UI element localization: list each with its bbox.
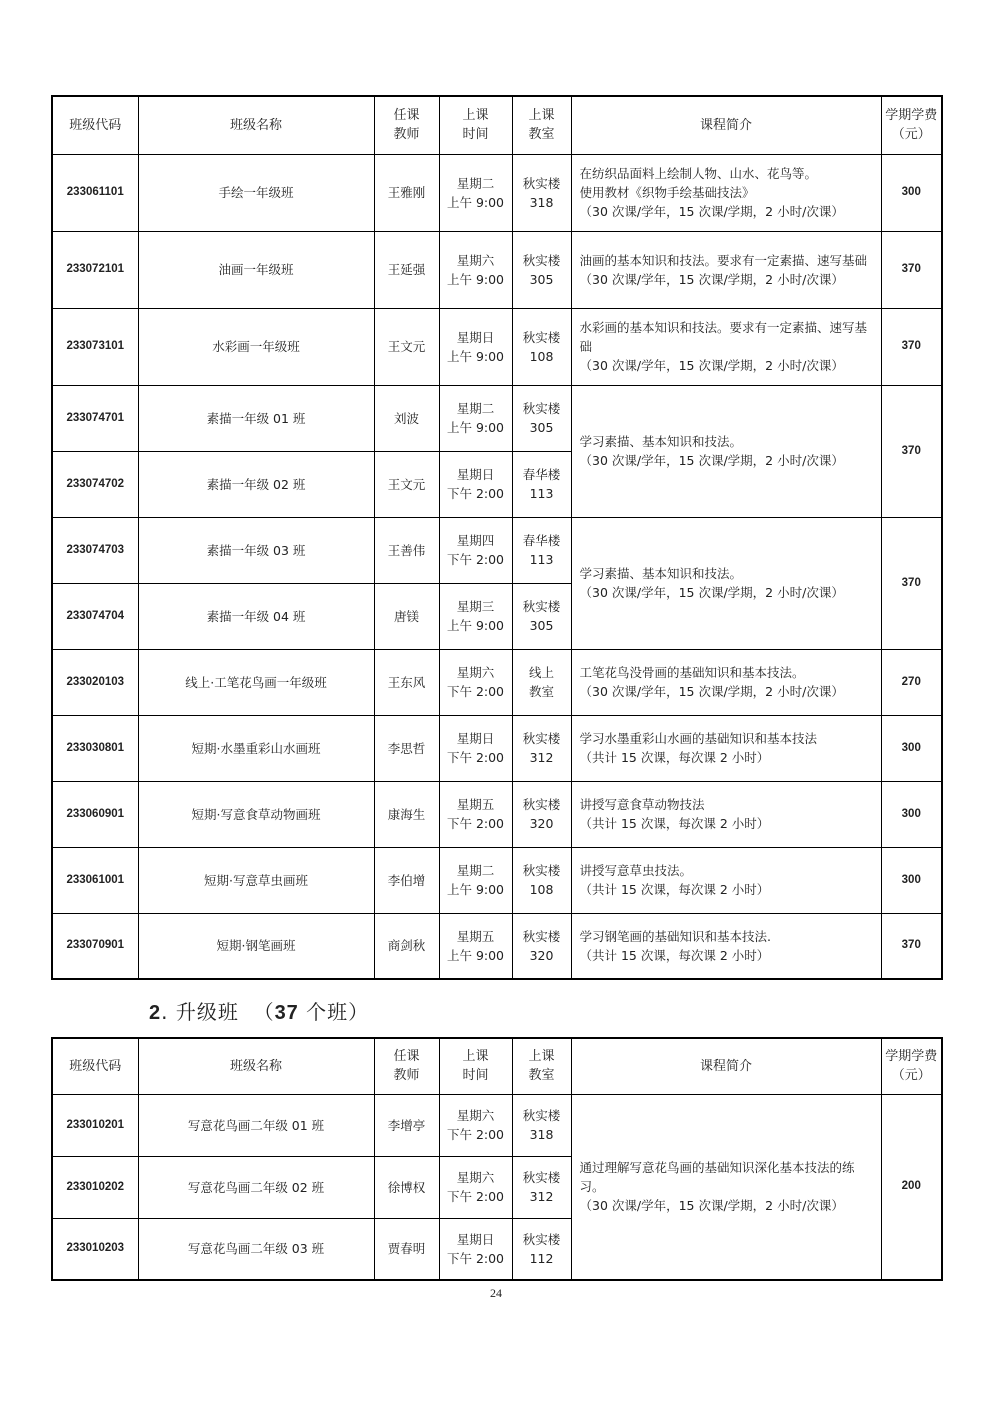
- class-code: 233030801: [52, 715, 138, 781]
- table-row: [52, 715, 942, 781]
- course-intro: 在纺织品面料上绘制人物、山水、花鸟等。 使用教材《织物手绘基础技法》 （30 次课/学年，15 次课/学期，2 小时/次课）: [571, 154, 881, 231]
- class-code: 233070901: [52, 913, 138, 979]
- fee: 370: [881, 308, 942, 385]
- teacher: 王东风: [374, 649, 439, 715]
- fee: 300: [881, 715, 942, 781]
- header-name: 班级名称: [138, 96, 374, 154]
- table-row: [52, 385, 942, 451]
- section-heading: [149, 996, 369, 1025]
- classroom: 秋实楼 305: [512, 583, 571, 649]
- fee: 370: [881, 385, 942, 517]
- class-name: 写意花鸟画二年级 01 班: [138, 1094, 374, 1156]
- class-time: 星期二 上午 9:00: [439, 154, 512, 231]
- teacher: 徐博权: [374, 1156, 439, 1218]
- class-name: 素描一年级 01 班: [138, 385, 374, 451]
- class-code: 233061001: [52, 847, 138, 913]
- course-table-1: [51, 95, 943, 980]
- class-time: 星期六 下午 2:00: [439, 1094, 512, 1156]
- header-fee: 学期学费 （元）: [881, 1038, 942, 1094]
- teacher: 唐镁: [374, 583, 439, 649]
- class-name: 素描一年级 02 班: [138, 451, 374, 517]
- class-time: 星期六 下午 2:00: [439, 1156, 512, 1218]
- table-header: [52, 96, 942, 154]
- course-intro: 学习素描、基本知识和技法。 （30 次课/学年，15 次课/学期，2 小时/次课）: [571, 517, 881, 649]
- course-intro: 学习钢笔画的基础知识和基本技法. （共计 15 次课，每次课 2 小时）: [571, 913, 881, 979]
- classroom: 秋实楼 320: [512, 913, 571, 979]
- classroom: 秋实楼 312: [512, 1156, 571, 1218]
- course-intro: 学习素描、基本知识和技法。 （30 次课/学年，15 次课/学期，2 小时/次课）: [571, 385, 881, 517]
- class-code: 233073101: [52, 308, 138, 385]
- table-row: [52, 308, 942, 385]
- class-name: 线上·工笔花鸟画一年级班: [138, 649, 374, 715]
- teacher: 王文元: [374, 308, 439, 385]
- class-name: 油画一年级班: [138, 231, 374, 308]
- course-intro: 通过理解写意花鸟画的基础知识深化基本技法的练习。 （30 次课/学年，15 次课/学期，2 小时/次课）: [571, 1094, 881, 1280]
- class-time: 星期五 下午 2:00: [439, 781, 512, 847]
- teacher: 王延强: [374, 231, 439, 308]
- classroom: 秋实楼 318: [512, 1094, 571, 1156]
- class-code: 233020103: [52, 649, 138, 715]
- class-name: 写意花鸟画二年级 02 班: [138, 1156, 374, 1218]
- fee: 300: [881, 154, 942, 231]
- class-name: 素描一年级 04 班: [138, 583, 374, 649]
- class-code: 233010203: [52, 1218, 138, 1280]
- classroom: 秋实楼 320: [512, 781, 571, 847]
- class-time: 星期二 上午 9:00: [439, 385, 512, 451]
- table-row: [52, 649, 942, 715]
- section-title: 升级班: [175, 1000, 239, 1024]
- teacher: 王善伟: [374, 517, 439, 583]
- section-paren: （: [253, 1000, 275, 1024]
- header-name: 班级名称: [138, 1038, 374, 1094]
- classroom: 春华楼 113: [512, 451, 571, 517]
- class-code: 233061101: [52, 154, 138, 231]
- table-row: [52, 154, 942, 231]
- class-name: 短期·写意食草动物画班: [138, 781, 374, 847]
- header-code: 班级代码: [52, 96, 138, 154]
- teacher: 李思哲: [374, 715, 439, 781]
- fee: 200: [881, 1094, 942, 1280]
- class-time: 星期日 下午 2:00: [439, 1218, 512, 1280]
- classroom: 线上 教室: [512, 649, 571, 715]
- header-time: 上课 时间: [439, 96, 512, 154]
- header-teacher: 任课 教师: [374, 96, 439, 154]
- fee: 370: [881, 913, 942, 979]
- class-code: 233074701: [52, 385, 138, 451]
- classroom: 秋实楼 108: [512, 308, 571, 385]
- classroom: 秋实楼 305: [512, 231, 571, 308]
- class-name: 手绘一年级班: [138, 154, 374, 231]
- classroom: 秋实楼 108: [512, 847, 571, 913]
- table-row: [52, 1094, 942, 1156]
- class-name: 写意花鸟画二年级 03 班: [138, 1218, 374, 1280]
- table-row: [52, 517, 942, 583]
- class-time: 星期六 下午 2:00: [439, 649, 512, 715]
- class-time: 星期三 上午 9:00: [439, 583, 512, 649]
- class-code: 233074704: [52, 583, 138, 649]
- header-intro: 课程简介: [571, 96, 881, 154]
- header-room: 上课 教室: [512, 96, 571, 154]
- classroom: 春华楼 113: [512, 517, 571, 583]
- course-intro: 油画的基本知识和技法。要求有一定素描、速写基础 （30 次课/学年，15 次课/学期，2 小时/次课）: [571, 231, 881, 308]
- fee: 300: [881, 847, 942, 913]
- classroom: 秋实楼 305: [512, 385, 571, 451]
- section-number: 2: [149, 1002, 162, 1024]
- table-row: [52, 231, 942, 308]
- course-intro: 学习水墨重彩山水画的基础知识和基本技法 （共计 15 次课，每次课 2 小时）: [571, 715, 881, 781]
- table-row: [52, 781, 942, 847]
- fee: 370: [881, 517, 942, 649]
- section-count: 37: [274, 1002, 299, 1024]
- class-name: 素描一年级 03 班: [138, 517, 374, 583]
- class-name: 短期·钢笔画班: [138, 913, 374, 979]
- classroom: 秋实楼 112: [512, 1218, 571, 1280]
- teacher: 王文元: [374, 451, 439, 517]
- header-time: 上课 时间: [439, 1038, 512, 1094]
- class-code: 233010201: [52, 1094, 138, 1156]
- class-code: 233074703: [52, 517, 138, 583]
- fee: 270: [881, 649, 942, 715]
- teacher: 康海生: [374, 781, 439, 847]
- class-code: 233010202: [52, 1156, 138, 1218]
- course-intro: 工笔花鸟没骨画的基础知识和基本技法。 （30 次课/学年，15 次课/学期，2 小时/次课）: [571, 649, 881, 715]
- class-time: 星期六 上午 9:00: [439, 231, 512, 308]
- header-fee: 学期学费 （元）: [881, 96, 942, 154]
- teacher: 贾春明: [374, 1218, 439, 1280]
- teacher: 商剑秋: [374, 913, 439, 979]
- teacher: 李伯增: [374, 847, 439, 913]
- course-intro: 讲授写意食草动物技法 （共计 15 次课，每次课 2 小时）: [571, 781, 881, 847]
- teacher: 王雅刚: [374, 154, 439, 231]
- course-intro: 讲授写意草虫技法。 （共计 15 次课，每次课 2 小时）: [571, 847, 881, 913]
- class-name: 短期·写意草虫画班: [138, 847, 374, 913]
- class-code: 233074702: [52, 451, 138, 517]
- table-header: [52, 1038, 942, 1094]
- course-intro: 水彩画的基本知识和技法。要求有一定素描、速写基础 （30 次课/学年，15 次课/学期，2 小时/次课）: [571, 308, 881, 385]
- header-room: 上课 教室: [512, 1038, 571, 1094]
- class-code: 233072101: [52, 231, 138, 308]
- teacher: 刘波: [374, 385, 439, 451]
- header-teacher: 任课 教师: [374, 1038, 439, 1094]
- class-time: 星期日 下午 2:00: [439, 715, 512, 781]
- header-code: 班级代码: [52, 1038, 138, 1094]
- fee: 300: [881, 781, 942, 847]
- table-row: [52, 847, 942, 913]
- teacher: 李增亭: [374, 1094, 439, 1156]
- class-code: 233060901: [52, 781, 138, 847]
- section-count-suffix: 个班）: [298, 1000, 370, 1024]
- class-time: 星期二 上午 9:00: [439, 847, 512, 913]
- fee: 370: [881, 231, 942, 308]
- section-dot: .: [161, 1000, 169, 1024]
- class-time: 星期日 下午 2:00: [439, 451, 512, 517]
- class-name: 短期·水墨重彩山水画班: [138, 715, 374, 781]
- class-time: 星期日 上午 9:00: [439, 308, 512, 385]
- header-intro: 课程简介: [571, 1038, 881, 1094]
- course-table-2: [51, 1037, 943, 1281]
- page-number: 24: [490, 1286, 502, 1300]
- classroom: 秋实楼 318: [512, 154, 571, 231]
- table-row: [52, 913, 942, 979]
- class-name: 水彩画一年级班: [138, 308, 374, 385]
- class-time: 星期四 下午 2:00: [439, 517, 512, 583]
- classroom: 秋实楼 312: [512, 715, 571, 781]
- class-time: 星期五 上午 9:00: [439, 913, 512, 979]
